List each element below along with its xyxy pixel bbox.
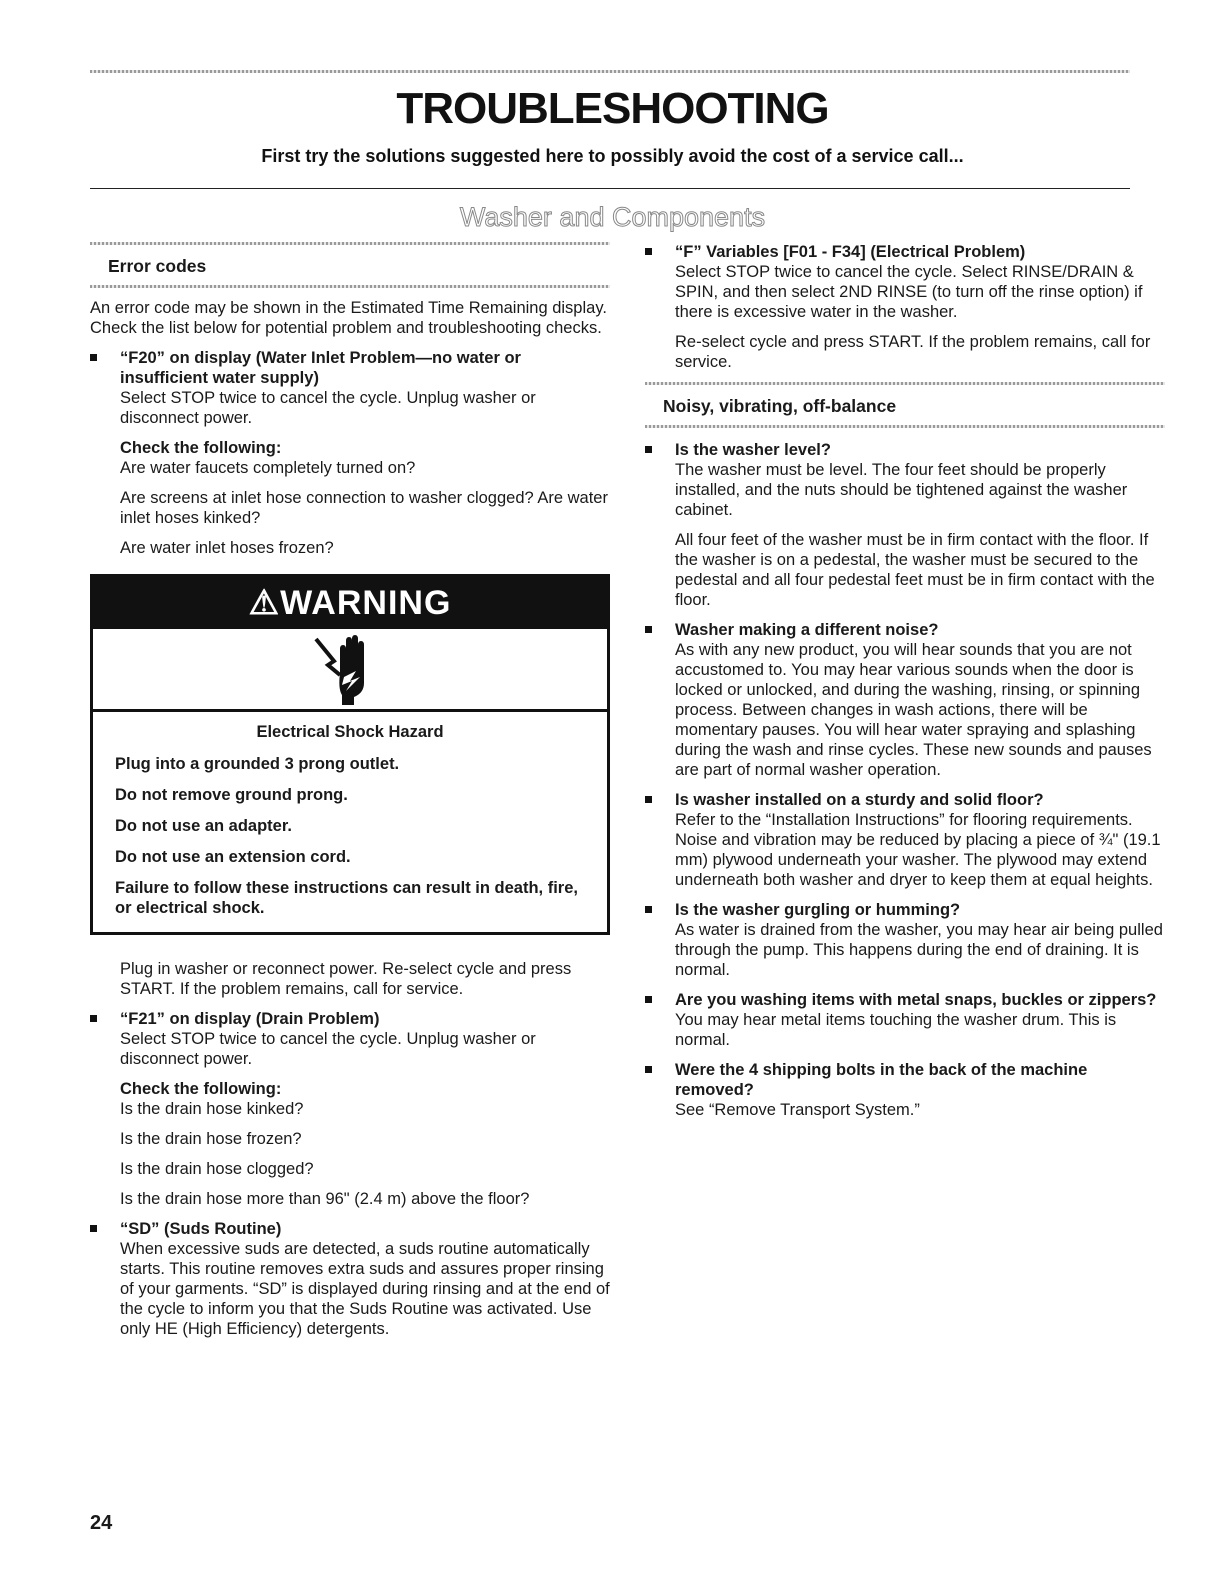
bullet-square: [90, 1225, 97, 1232]
gurgle-title: Is the washer gurgling or humming?: [675, 901, 961, 919]
metal-title: Are you washing items with metal snaps, buckles or zippers?: [675, 991, 1157, 1009]
level-text: The washer must be level. The four feet should be properly installed, and the nuts should be tightened against the washer cabinet.: [675, 461, 1128, 519]
f20-title: “F20” on display (Water Inlet Problem—no water or insufficient water supply): [120, 349, 521, 387]
fvar-title: “F” Variables [F01 - F34] (Electrical Problem): [675, 243, 1026, 261]
top-dotted-rule: [90, 70, 1130, 73]
f21-check-4: Is the drain hose more than 96" (2.4 m) above the floor?: [120, 1190, 530, 1208]
gurgle-text: As water is drained from the washer, you may hear air being pulled through the pump. This happens during the end of draining. It is normal.: [675, 921, 1163, 979]
bolts-text: See “Remove Transport System.”: [675, 1101, 920, 1119]
after-warning-text: Plug in washer or reconnect power. Re-select cycle and press START. If the problem remains, call for service.: [120, 960, 572, 998]
noise-item: [645, 620, 1165, 780]
metal-text: You may hear metal items touching the washer drum. This is normal.: [675, 1011, 1117, 1049]
f21-item: [90, 1009, 610, 1209]
f20-check-2: Are screens at inlet hose connection to washer clogged? Are water inlet hoses kinked?: [120, 489, 608, 527]
warning-line-2: Do not remove ground prong.: [115, 786, 348, 804]
warning-line-1: Plug into a grounded 3 prong outlet.: [115, 755, 400, 773]
bullet-square: [645, 996, 652, 1003]
bullet-square: [645, 796, 652, 803]
warning-line-4: Do not use an extension cord.: [115, 848, 351, 866]
f20-check-1: Are water faucets completely turned on?: [120, 459, 416, 477]
noise-title: Washer making a different noise?: [675, 621, 939, 639]
bullet-square: [645, 446, 652, 453]
page-title: TROUBLESHOOTING: [396, 84, 829, 133]
warning-body: [93, 712, 607, 932]
fvar-text-2: Re-select cycle and press START. If the problem remains, call for service.: [675, 333, 1151, 371]
f20-item: [90, 348, 610, 558]
f20-text: Select STOP twice to cancel the cycle. Unplug washer or disconnect power.: [120, 389, 536, 427]
f20-check-heading: Check the following:: [120, 439, 282, 457]
f21-title: “F21” on display (Drain Problem): [120, 1010, 380, 1028]
floor-item: [645, 790, 1165, 890]
sd-title: “SD” (Suds Routine): [120, 1220, 282, 1238]
noise-text: As with any new product, you will hear sounds that you are not accustomed to. You may hear various sounds when the door is locked or unlocked, and during the washing, rinsing, or spinning process. Between changes in wash actions, there will be momentary pauses. You will hear water spraying and splashing during the wash and rinse cycles. These new sounds and pauses are part of normal washer operation.: [675, 641, 1152, 779]
page-subtitle: First try the solutions suggested here to possibly avoid the cost of a service call...: [261, 146, 964, 166]
fvar-text: Select STOP twice to cancel the cycle. Select RINSE/DRAIN & SPIN, and then select 2ND RINSE (to turn off the rinse option) if there is excessive water in the washer.: [675, 263, 1143, 321]
level-text-2: All four feet of the washer must be in firm contact with the floor. If the washer is on a pedestal, the washer must be secured to the pedestal and all four pedestal feet must be in firm contact with the floor.: [675, 531, 1155, 609]
bolts-item: [645, 1060, 1165, 1120]
level-title: Is the washer level?: [675, 441, 831, 459]
gurgle-item: [645, 900, 1165, 980]
noisy-heading: Noisy, vibrating, off-balance: [645, 382, 1165, 428]
level-item: [645, 440, 1165, 610]
f20-check-3: Are water inlet hoses frozen?: [120, 539, 334, 557]
hazard-title: Electrical Shock Hazard: [256, 723, 444, 741]
metal-item: [645, 990, 1165, 1050]
f21-text: Select STOP twice to cancel the cycle. Unplug washer or disconnect power.: [120, 1030, 536, 1068]
header-divider: [90, 188, 1130, 189]
sd-item: [90, 1219, 610, 1339]
warning-line-5: Failure to follow these instructions can result in death, fire, or electrical shock.: [115, 879, 578, 917]
warning-banner: ⚠WARNING: [93, 577, 607, 629]
left-column: [90, 242, 610, 1349]
section-title: Washer and Components: [459, 202, 766, 232]
bullet-square: [645, 626, 652, 633]
bullet-square: [645, 906, 652, 913]
page-number: 24: [90, 1512, 113, 1534]
warning-line-3: Do not use an adapter.: [115, 817, 292, 835]
bullet-square: [645, 248, 652, 255]
f21-check-heading: Check the following:: [120, 1080, 282, 1098]
warning-box: [90, 574, 610, 935]
error-codes-intro: An error code may be shown in the Estimated Time Remaining display. Check the list below for potential problem and troubleshooting checks.: [90, 299, 607, 337]
f21-check-2: Is the drain hose frozen?: [120, 1130, 302, 1148]
floor-title: Is washer installed on a sturdy and solid floor?: [675, 791, 1044, 809]
bullet-square: [90, 354, 97, 361]
floor-text: Refer to the “Installation Instructions” for flooring requirements. Noise and vibration may be reduced by placing a piece of ¾" (19.1 mm) plywood underneath your washer. The plywood may extend underneath both washer and dryer to keep them at equal heights.: [675, 811, 1161, 889]
bolts-title: Were the 4 shipping bolts in the back of the machine removed?: [675, 1061, 1088, 1099]
electric-shock-hand-icon: [310, 631, 390, 707]
bullet-square: [90, 1015, 97, 1022]
bullet-square: [645, 1066, 652, 1073]
f21-check-3: Is the drain hose clogged?: [120, 1160, 314, 1178]
f21-check-1: Is the drain hose kinked?: [120, 1100, 304, 1118]
electric-shock-icon-area: [93, 629, 607, 712]
fvar-item: [645, 242, 1165, 372]
error-codes-heading: Error codes: [90, 242, 610, 288]
sd-text: When excessive suds are detected, a suds routine automatically starts. This routine removes extra suds and assures proper rinsing of your garments. “SD” is displayed during rinsing and at the end of the cycle to inform you that the Suds Routine was activated. Use only HE (High Efficiency) detergents.: [120, 1240, 610, 1338]
right-column: [645, 242, 1165, 1130]
